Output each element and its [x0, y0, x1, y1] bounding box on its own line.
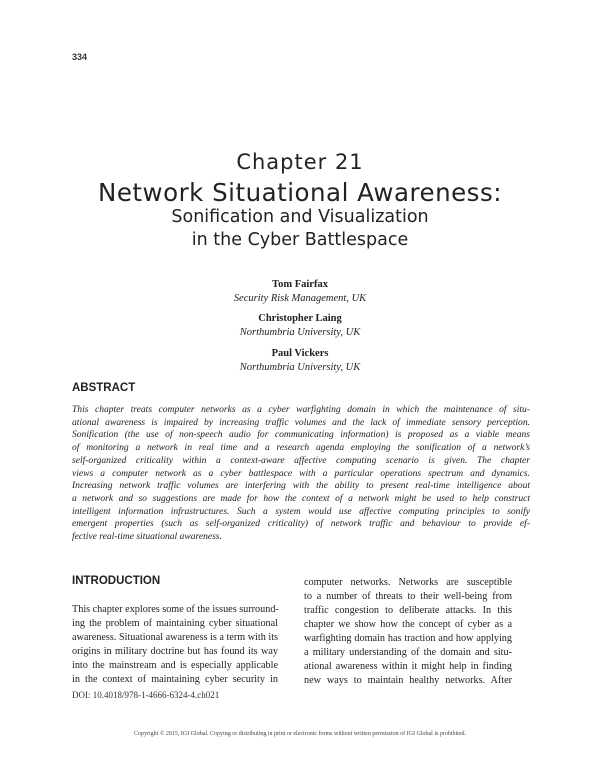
- copyright-notice: Copyright © 2015, IGI Global. Copying or distributing in print or electronic forms without written permission of IGI Global is prohibited.: [133, 731, 466, 737]
- author-name: Paul Vickers: [271, 348, 329, 359]
- author-name: Christopher Laing: [258, 313, 342, 324]
- abstract-line: views a computer network as a cyber battlespace with a particular operations spectrum and dynamics.: [72, 467, 530, 479]
- author-affiliation: Northumbria University, UK: [239, 362, 361, 373]
- body-line: This chapter explores some of the issues surround-: [72, 604, 279, 615]
- abstract-line: self-organized criticality within a context-aware affective computing scenario is given. The chapter: [72, 454, 530, 466]
- introduction-left-column: [72, 603, 278, 687]
- body-line: a military understanding of the domain and situ-: [304, 647, 512, 658]
- author-affiliation: Northumbria University, UK: [239, 327, 361, 338]
- body-line: new ways to maintain healthy networks. After: [304, 675, 512, 686]
- author-block: [0, 278, 600, 306]
- abstract-line: This chapter treats computer networks as a cyber warfighting domain in which the maintenance of situ-: [72, 404, 530, 415]
- body-line: warfighting domain has traction and how applying: [304, 633, 512, 644]
- chapter-subtitle-line-2: in the Cyber Battlespace: [191, 230, 409, 250]
- page-number: 334: [72, 52, 88, 62]
- abstract-heading: ABSTRACT: [72, 382, 136, 394]
- body-line: chapter we show how the concept of cyber as a: [304, 619, 512, 630]
- body-line: in the context of maintaining cyber security in: [72, 674, 278, 685]
- introduction-heading: INTRODUCTION: [72, 575, 161, 587]
- author-name: Tom Fairfax: [272, 279, 328, 290]
- author-block: [0, 347, 600, 375]
- chapter-label: Chapter 21: [236, 150, 364, 174]
- abstract-line: a network and so suggestions are made for how the context of a network might be used to help construct: [72, 492, 530, 504]
- introduction-right-column: [304, 576, 512, 688]
- abstract-line: ational awareness is impaired by increasing traffic volumes and the lack of immediate sensory perception.: [72, 416, 530, 428]
- body-line: ing the problem of maintaining cyber situational: [72, 618, 278, 629]
- abstract-line: intelligent information infrastructures. Such a system would use affective computing principles to sonify: [72, 505, 530, 517]
- chapter-subtitle-line-1: Sonification and Visualization: [171, 207, 429, 227]
- body-line: traffic congestion to deliberate attacks. In this: [304, 605, 512, 616]
- abstract-body: [72, 404, 530, 544]
- abstract-line: Sonification (the use of non-speech audio for communicating information) is proposed as a viable means: [72, 429, 530, 441]
- abstract-line: of monitoring a network in real time and a research agenda employing the sonification of a network’s: [72, 442, 530, 454]
- author-block: [0, 312, 600, 340]
- abstract-line: Increasing network traffic volumes are interfering with the ability to present real-time intelligence about: [72, 480, 530, 492]
- body-line: origins in military doctrine but has found its way: [72, 646, 278, 657]
- body-line: ational awareness within it might help in finding: [304, 661, 512, 672]
- author-affiliation: Security Risk Management, UK: [233, 293, 367, 304]
- body-line: awareness. Situational awareness is a term with its: [72, 632, 278, 643]
- abstract-line: fective real-time situational awareness.: [72, 531, 222, 543]
- chapter-title: Network Situational Awareness:: [98, 178, 502, 207]
- doi-text: DOI: 10.4018/978-1-4666-6324-4.ch021: [72, 690, 220, 700]
- abstract-line: emergent properties (such as self-organized criticality) of network traffic and behaviour to provide ef-: [72, 518, 530, 530]
- body-line: into the mainstream and is especially applicable: [72, 660, 278, 671]
- body-line: computer networks. Networks are susceptible: [304, 577, 512, 588]
- body-line: to a number of threats to their well-being from: [304, 591, 512, 602]
